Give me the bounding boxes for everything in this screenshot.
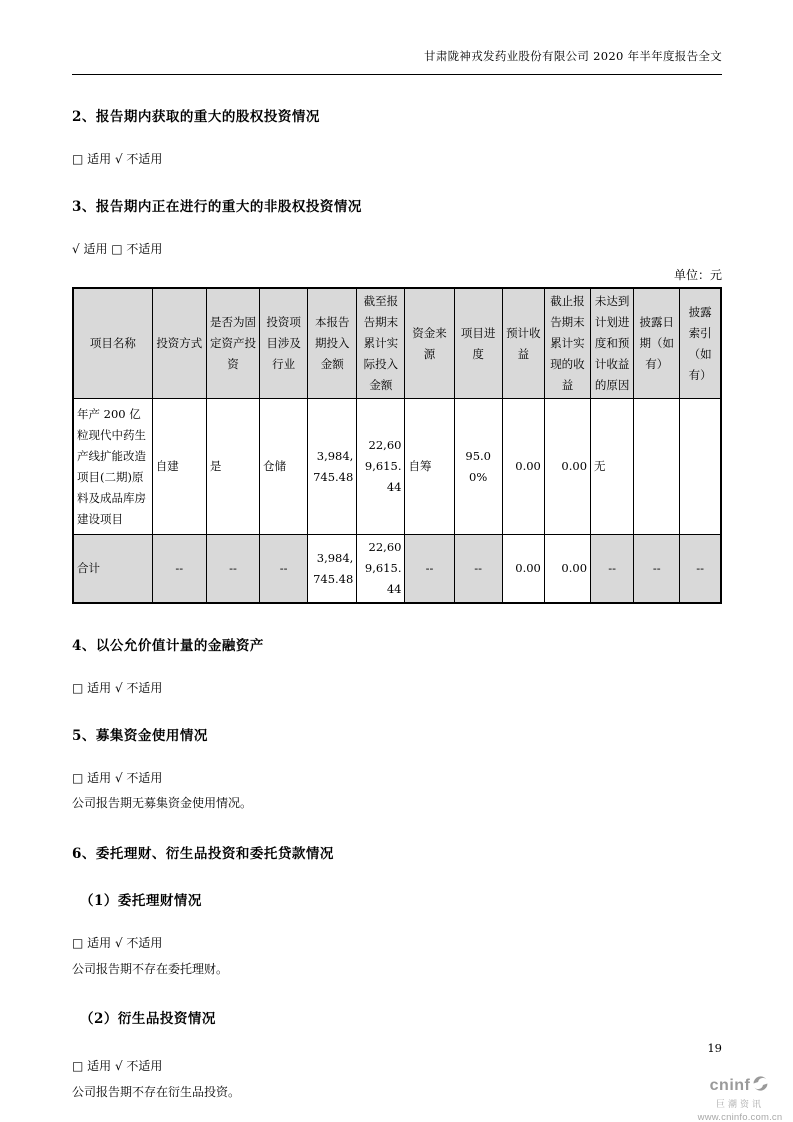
total-investment-method: --: [152, 535, 206, 604]
header-cell-period-amount: 本报告期投入金额: [308, 288, 357, 399]
non-equity-investment-table: [72, 287, 722, 604]
total-fixed-asset: --: [206, 535, 259, 604]
section-6-heading: 6、委托理财、衍生品投资和委托贷款情况: [72, 845, 334, 862]
section-4-heading: 4、以公允价值计量的金融资产: [72, 638, 264, 655]
total-disclosure-index: --: [680, 535, 721, 604]
header-cell-disclosure-index: 披露索引（如有）: [680, 288, 721, 399]
header-cell-investment-method: 投资方式: [152, 288, 206, 399]
header-cell-disclosure-date: 披露日期（如有）: [634, 288, 680, 399]
cninfo-swirl-icon: [751, 1074, 770, 1098]
section-5-heading: 5、募集资金使用情况: [72, 727, 208, 744]
total-expected-return: 0.00: [502, 535, 544, 604]
header-cell-realized-return: 截止报告期末累计实现的收益: [544, 288, 590, 399]
section-6-1-note: 公司报告期不存在委托理财。: [72, 961, 229, 976]
header-cell-fixed-asset: 是否为固定资产投资: [206, 288, 259, 399]
cell-project-name: 年产 200 亿粒现代中药生产线扩能改造项目(二期)原料及成品库房建设项目: [73, 399, 152, 535]
cninfo-logo-text: cninf: [709, 1077, 751, 1094]
table-unit-label: 单位：元: [673, 268, 722, 283]
header-cell-fund-source: 资金来源: [405, 288, 454, 399]
section-3-applicability: √ 适用 □ 不适用: [72, 241, 163, 256]
section-5-note: 公司报告期无募集资金使用情况。: [72, 796, 253, 811]
table-header-row: [73, 288, 721, 399]
table-data-row: [73, 399, 721, 535]
cninfo-chinese-name: 巨潮资讯: [715, 1099, 764, 1109]
total-reason: --: [591, 535, 634, 604]
header-cell-progress: 项目进度: [454, 288, 502, 399]
total-progress: --: [454, 535, 502, 604]
section-2-applicability: □ 适用 √ 不适用: [72, 152, 163, 166]
section-2-heading: 2、报告期内获取的重大的股权投资情况: [72, 109, 320, 125]
total-realized-return: 0.00: [544, 535, 590, 604]
section-6-1-applicability: □ 适用 √ 不适用: [72, 935, 163, 950]
section-6-2-note: 公司报告期不存在衍生品投资。: [72, 1084, 241, 1099]
section-4-applicability: □ 适用 √ 不适用: [72, 681, 163, 696]
running-header: 甘肃陇神戎发药业股份有限公司 2020 年半年度报告全文: [72, 0, 722, 75]
cninfo-watermark: [690, 1074, 790, 1122]
total-label: 合计: [73, 535, 152, 604]
section-5-applicability: □ 适用 √ 不适用: [72, 770, 163, 785]
cell-disclosure-index: [680, 399, 721, 535]
cell-realized-return: 0.00: [544, 399, 590, 535]
total-period-amount: 3,984,745.48: [308, 535, 357, 604]
total-fund-source: --: [405, 535, 454, 604]
cell-disclosure-date: [634, 399, 680, 535]
header-cell-industry: 投资项目涉及行业: [260, 288, 308, 399]
section-6-2-applicability: □ 适用 √ 不适用: [72, 1059, 163, 1074]
cell-reason: 无: [591, 399, 634, 535]
header-cell-cumulative-amount: 截至报告期末累计实际投入金额: [357, 288, 405, 399]
cell-progress: 95.00%: [454, 399, 502, 535]
total-disclosure-date: --: [634, 535, 680, 604]
cell-cumulative-amount: 22,609,615.44: [357, 399, 405, 535]
section-3-heading: 3、报告期内正在进行的重大的非股权投资情况: [72, 198, 362, 215]
cell-fixed-asset: 是: [206, 399, 259, 535]
section-6-1-heading: （1）委托理财情况: [80, 892, 202, 909]
total-industry: --: [260, 535, 308, 604]
page-number: 19: [707, 1041, 722, 1055]
cninfo-url: www.cninfo.com.cn: [697, 1112, 783, 1122]
total-cumulative-amount: 22,609,615.44: [357, 535, 405, 604]
cninfo-logo-row: [690, 1074, 790, 1098]
header-cell-expected-return: 预计收益: [502, 288, 544, 399]
cell-expected-return: 0.00: [502, 399, 544, 535]
header-cell-project-name: 项目名称: [73, 288, 152, 399]
table-total-row: [73, 535, 721, 604]
header-cell-reason: 未达到计划进度和预计收益的原因: [591, 288, 634, 399]
section-6-2-heading: （2）衍生品投资情况: [80, 1011, 216, 1028]
cell-investment-method: 自建: [152, 399, 206, 535]
cell-period-amount: 3,984,745.48: [308, 399, 357, 535]
cell-fund-source: 自筹: [405, 399, 454, 535]
cell-industry: 仓储: [260, 399, 308, 535]
